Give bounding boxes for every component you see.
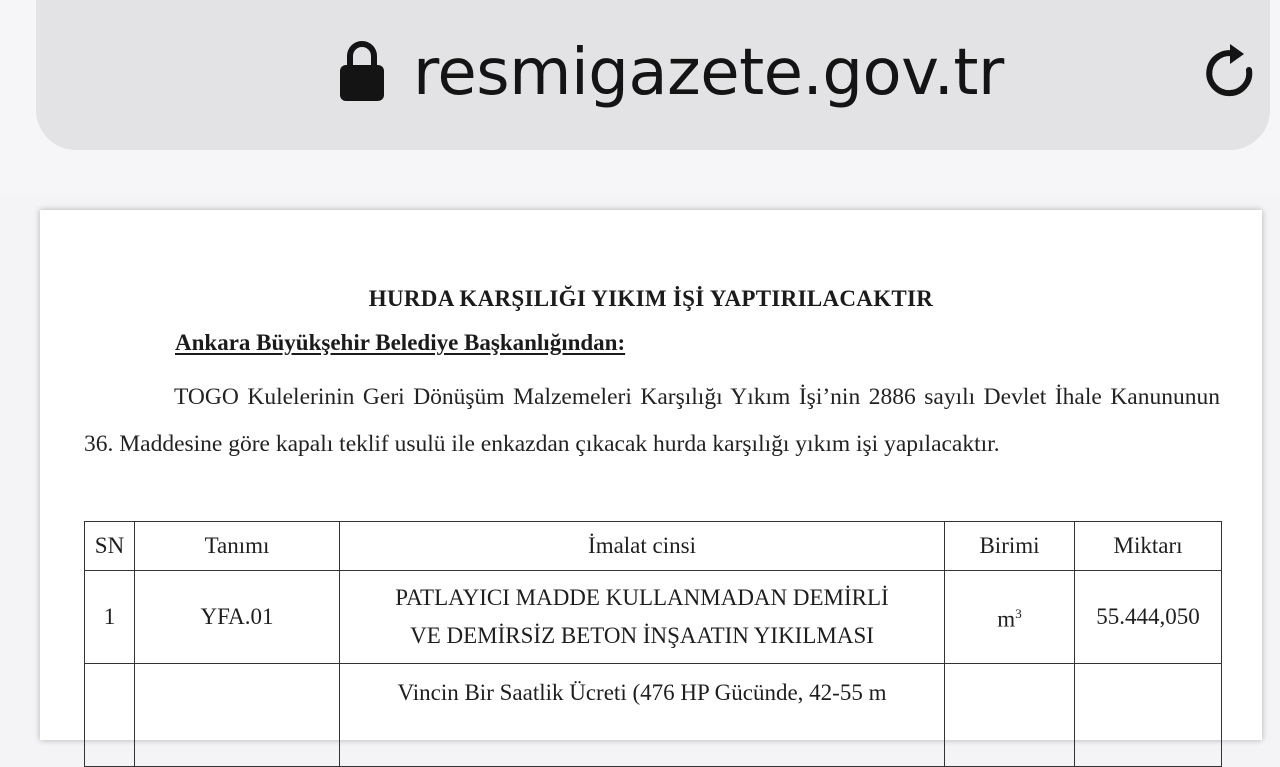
cell-imalat	[340, 571, 945, 664]
cell-miktar	[1075, 664, 1222, 767]
browser-top-bar	[0, 0, 1280, 196]
items-table	[84, 521, 1222, 767]
table-row	[85, 664, 1222, 767]
document-subtitle: Ankara Büyükşehir Belediye Başkanlığından:	[175, 330, 626, 355]
cell-birim-sup: 3	[1015, 606, 1022, 622]
header-imalat-cinsi: İmalat cinsi	[340, 522, 945, 571]
cell-birim	[945, 571, 1075, 664]
table-row	[85, 571, 1222, 664]
address-bar[interactable]	[36, 0, 1270, 150]
url-text[interactable]: resmigazete.gov.tr	[413, 36, 1004, 110]
cell-imalat-line1: Vincin Bir Saatlik Ücreti (476 HP Gücünde, 42-55 m	[397, 680, 887, 705]
cell-birim	[945, 664, 1075, 767]
cell-miktar: 55.444,050	[1075, 571, 1222, 664]
cell-imalat	[340, 664, 945, 767]
table-header-row	[85, 522, 1222, 571]
gazette-page	[40, 210, 1262, 740]
document-paragraph: TOGO Kulelerinin Geri Dönüşüm Malzemeleri Karşılığı Yıkım İşi’nin 2886 sayılı Devlet İhale Kanununun 36. Maddesine göre kapalı teklif usulü ile enkazdan çıkacak hurda karşılığı yıkım işi yapılacaktır.	[84, 384, 1220, 457]
document-title: HURDA KARŞILIĞI YIKIM İŞİ YAPTIRILACAKTIR	[368, 286, 934, 311]
cell-birim-text: m	[997, 606, 1016, 632]
lock-icon	[339, 38, 385, 102]
header-sn: SN	[85, 522, 135, 571]
cell-sn	[85, 664, 135, 767]
cell-sn: 1	[85, 571, 135, 664]
cell-imalat-line2: VE DEMİRSİZ BETON İNŞAATIN YIKILMASI	[410, 623, 874, 648]
header-miktari: Miktarı	[1075, 522, 1222, 571]
cell-tanim	[135, 664, 340, 767]
cell-imalat-line1: PATLAYICI MADDE KULLANMADAN DEMİRLİ	[395, 585, 889, 610]
reload-icon[interactable]	[1204, 42, 1262, 104]
header-tanimi: Tanımı	[135, 522, 340, 571]
header-birimi: Birimi	[945, 522, 1075, 571]
cell-tanim: YFA.01	[135, 571, 340, 664]
